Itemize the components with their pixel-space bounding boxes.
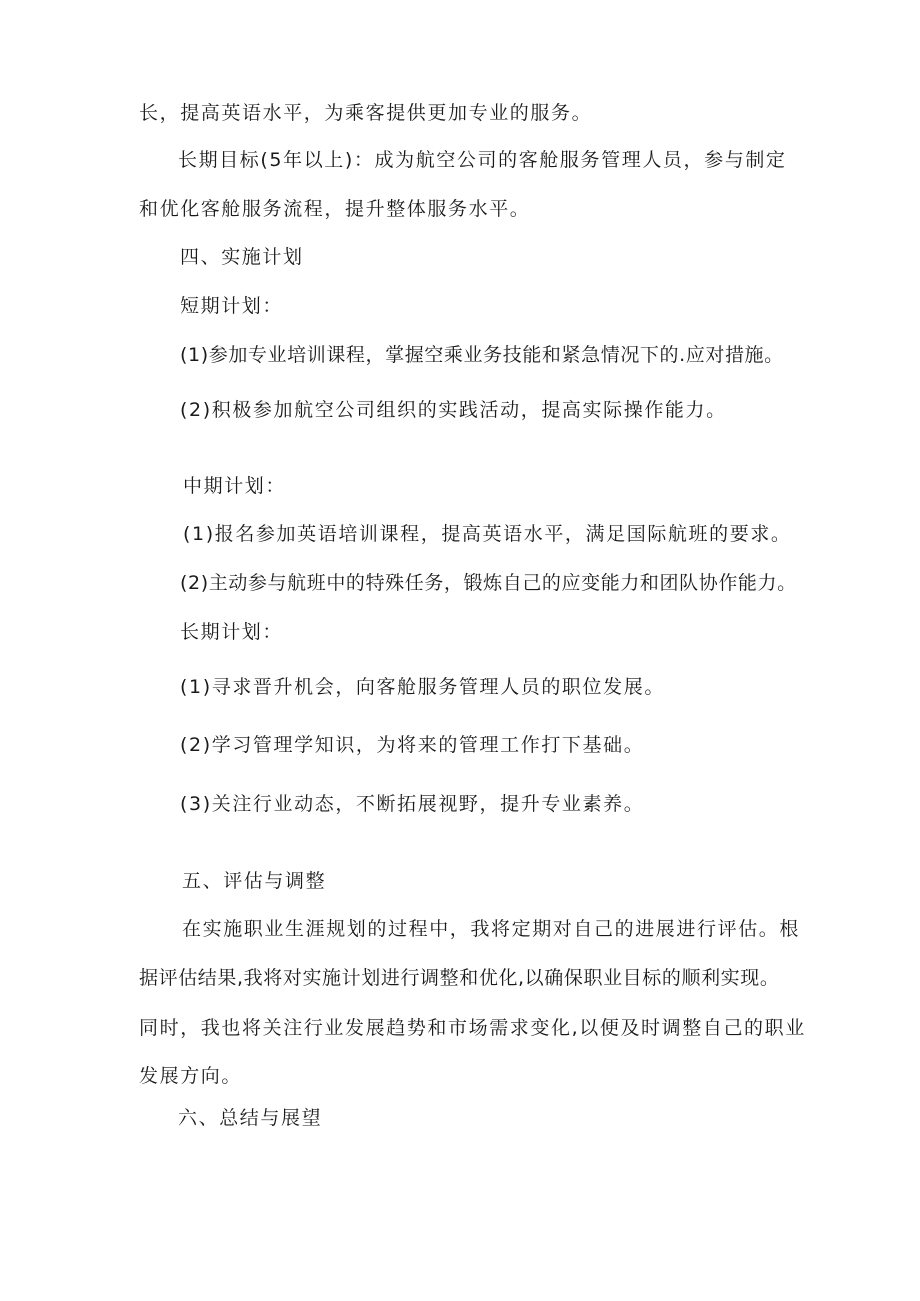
list-item: (3)关注行业动态，不断拓展视野，提升专业素养。 [180, 793, 645, 815]
subheading: 短期计划： [180, 295, 284, 317]
section-heading: 六、总结与展望 [178, 1107, 323, 1129]
paragraph-line: 同时，我也将关注行业发展趋势和市场需求变化,以便及时调整自己的职业 [139, 1017, 806, 1039]
paragraph-line: 和优化客舱服务流程，提升整体服务水平。 [139, 198, 531, 220]
list-item: (1)报名参加英语培训课程，提高英语水平，满足国际航班的要求。 [183, 523, 792, 545]
subheading: 中期计划： [183, 475, 287, 497]
list-item: (1)参加专业培训课程，掌握空乘业务技能和紧急情况下的.应对措施。 [180, 344, 784, 366]
paragraph-line: 长，提高英语水平，为乘客提供更加专业的服务。 [139, 102, 593, 124]
paragraph-line: 据评估结果,我将对实施计划进行调整和优化,以确保职业目标的顺利实现。 [139, 967, 780, 989]
list-item: (2)主动参与航班中的特殊任务，锻炼自己的应变能力和团队协作能力。 [180, 572, 797, 594]
section-heading: 四、实施计划 [180, 246, 304, 268]
paragraph-line: 发展方向。 [139, 1065, 243, 1087]
list-item: (1)寻求晋升机会，向客舱服务管理人员的职位发展。 [180, 676, 665, 698]
paragraph-line: 在实施职业生涯规划的过程中，我将定期对自己的进展进行评估。根 [182, 918, 801, 940]
list-item: (2)学习管理学知识，为将来的管理工作打下基础。 [180, 734, 645, 756]
paragraph-line: 长期目标(5年以上)：成为航空公司的客舱服务管理人员，参与制定 [178, 149, 787, 171]
subheading: 长期计划： [180, 621, 284, 643]
section-heading: 五、评估与调整 [182, 870, 327, 892]
list-item: (2)积极参加航空公司组织的实践活动，提高实际操作能力。 [180, 399, 727, 421]
